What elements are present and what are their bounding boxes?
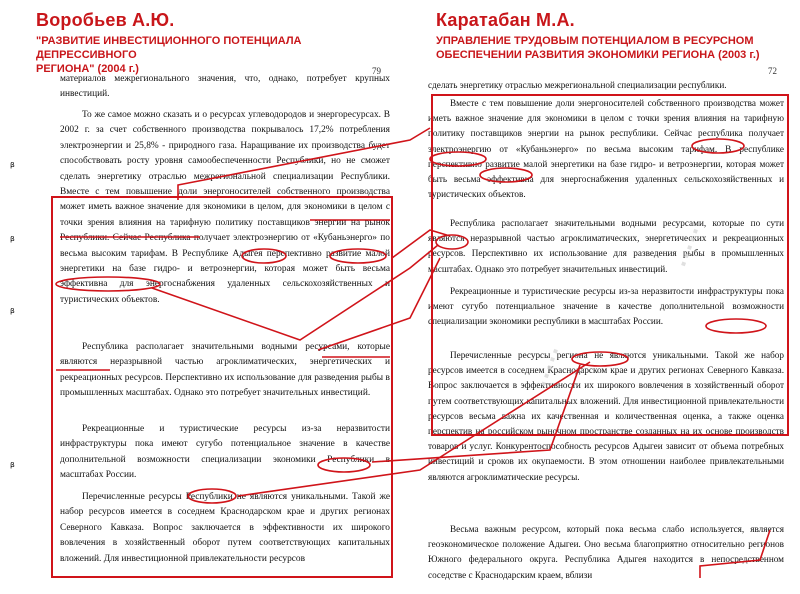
right-paragraph-3: Республика располагает значительными водными ресурсами, которые по сути являются неразрывной частью агроклиматических, энергетических и рекреационных ресурсов. Перспективно их использование для разведения рыбы в промышленных масштабах. Однако это потребует значительных инвестиций.: [428, 218, 784, 274]
left-scanned-page: [10, 62, 400, 594]
left-page-number: 79: [372, 66, 381, 76]
right-paragraph-2: Вместе с тем повышение доли энергоносителей собственного производства может иметь важное значение для экономики в целом с точки зрения влияния на тарифную политику поставщиков энергии на рынок республики. Сейчас республика получает электроэнергию от «Кубаньэнерго» по весьма высоким тарифам. В республике перспективно развитие малой энергетики на базе гидро- и ветроэнергии, которая может быть весьма эффективна для энергоснабжения удаленных сельскохозяйственных и туристических объектов.: [428, 98, 784, 200]
right-work-title-line1: УПРАВЛЕНИЕ ТРУДОВЫМ ПОТЕНЦИАЛОМ В РЕСУРСНОМ: [436, 35, 754, 47]
margin-scan-mark: ᵝ: [10, 460, 15, 474]
margin-scan-mark: ᵝ: [10, 306, 15, 320]
left-work-title-line2: РЕГИОНА" (2004 г.): [36, 63, 139, 75]
right-author-name: Каратабан М.А.: [436, 10, 575, 30]
left-work-title-line1: "РАЗВИТИЕ ИНВЕСТИЦИОННОГО ПОТЕНЦИАЛА ДЕПРЕССИВНОГО: [36, 35, 302, 61]
right-work-title: [436, 34, 796, 62]
right-paragraph-1: сделать энергетику отраслью межрегиональной специализации республики.: [428, 80, 727, 90]
margin-scan-mark: ᵝ: [10, 234, 15, 248]
right-scanned-page: [408, 62, 798, 594]
right-paragraph-4: Рекреационные и туристические ресурсы из-за неразвитости инфраструктуры пока имеют сугубо потенциальное значение в качестве дополнительной возможности специализации экономики республики в масштабах России.: [428, 286, 784, 327]
left-author-name: Воробьев А.Ю.: [36, 10, 175, 30]
right-page-number: 72: [768, 66, 777, 76]
right-paragraph-5: Перечисленные ресурсы региона не являются уникальными. Такой же набор ресурсов имеется в соседнем Краснодарском крае и других регионах Северного Кавказа. Вопрос заключается в эффективности их широкого вовлечения в хозяйственный оборот путем соответствующих капитальных вложений. Для инвестиционной привлекательности ресурсов весьма важна их качественная и количественная оценка, а также оценка перспектив на российском рыночном пространстве созданных на их основе производств товаров и услуг. Конкурентоспособность ресурсов Адыгеи зависит от объема потребных инвестиций и сроков их окупаемости. В этом отношении наиболее привлекательными являются агроклиматические ресурсы.: [428, 350, 784, 482]
left-paragraph-2: То же самое можно сказать и о ресурсах углеводородов и энергоресурсах. В 2002 г. за счет собственного производства покрывалось 17,2% потребления электроэнергии и 25,8% - природного газа. Наращивание их производства будет способствовать росту уровня самообеспеченности Республики, но не сможет сделать энергетику отраслью межрегиональной специализации Республики. Вместе с тем повышение доли энергоносителей собственного производства может иметь важное значение для экономики в целом, для экономики в целом с точки зрения влияния на тарифную политику поставщиков энергии на рынок Республики. Сейчас Республика получает электроэнергию от «Кубаньэнерго» по весьма высоким тарифам. В Республике Адыгея перспективно развитие малой энергетики на базе гидро- и ветроэнергии, которая может быть весьма эффективна для энергоснабжения удаленных сельскохозяйственных и туристических объектов.: [60, 110, 390, 305]
left-paragraph-4: Рекреационные и туристические ресурсы из-за неразвитости инфраструктуры пока имеют сугубо потенциальное значение в качестве дополнительной возможности специализации экономики Республики в масштабах России.: [60, 424, 390, 481]
watermark-text: ·····: [528, 341, 571, 393]
watermark-text: ·····: [668, 221, 711, 273]
right-paragraph-6: Весьма важным ресурсом, который пока весьма слабо используется, является геоэкономическое положение Адыгеи. Оно весьма благоприятно относительно регионов Южного федерального округа. Республика Адыгея находится в непосредственном соседстве с Краснодарским краем, вблизи: [428, 524, 784, 580]
left-paragraph-3: Республика располагает значительными водными ресурсами, которые являются неразрывной частью агроклиматических, энергетических и рекреационных ресурсов. Перспективно их использование для разведения рыбы в промышленных масштабах. Однако это потребует значительных инвестиций.: [60, 342, 390, 399]
right-work-title-line2: ОБЕСПЕЧЕНИИ РАЗВИТИЯ ЭКОНОМИКИ РЕГИОНА (2003 г.): [436, 49, 760, 61]
right-document-header: [436, 10, 796, 62]
margin-scan-mark: ᵝ: [10, 160, 15, 174]
left-paragraph-1: материалов межрегионального значения, что, однако, потребует крупных инвестиций.: [60, 74, 390, 100]
left-paragraph-5: Перечисленные ресурсы Республики не являются уникальными. Такой же набор ресурсов имеется в соседнем Краснодарском крае и других регионах Северного Кавказа. Вопрос заключается в эффективности их широкого вовлечения в хозяйственный оборот путем соответствующих капитальных вложений. Для инвестиционной привлекательности ресурсов: [60, 492, 390, 564]
